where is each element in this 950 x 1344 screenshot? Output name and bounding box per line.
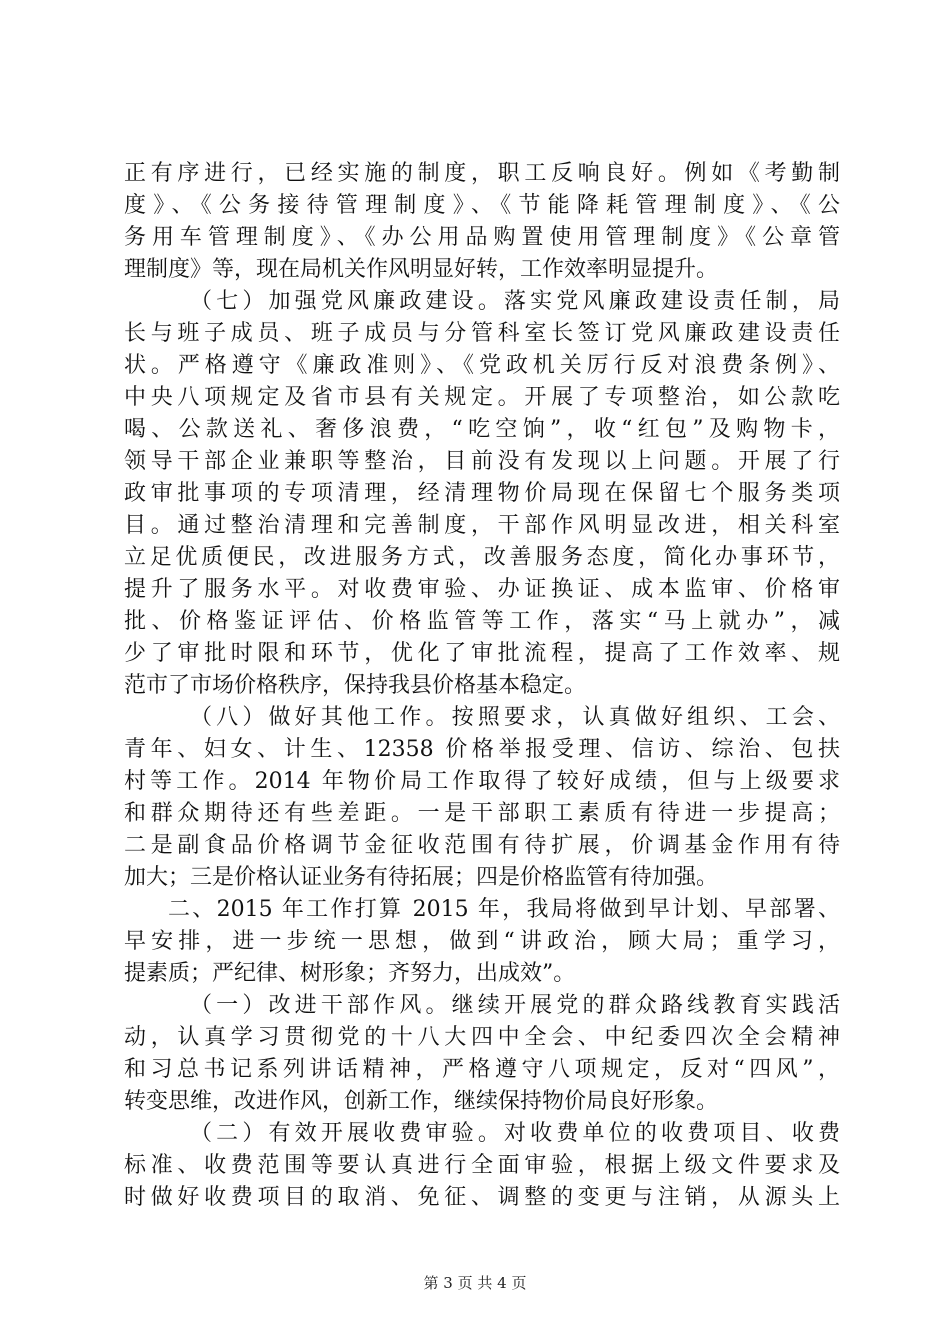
text-line: 领导干部企业兼职等整治，目前没有发现以上问题。开展了行 — [124, 449, 840, 474]
text-line: 范市了市场价格秩序，保持我县价格基本稳定。 — [124, 673, 587, 698]
text-line: 批、价格鉴证评估、价格监管等工作，落实“马上就办”，减 — [124, 609, 840, 634]
text-line: 度》、《公务接待管理制度》、《节能降耗管理制度》、《公 — [124, 193, 840, 218]
text-line: （一）改进干部作风。继续开展党的群众路线教育实践活 — [190, 993, 840, 1018]
text-line: 村等工作。2014 年物价局工作取得了较好成绩，但与上级要求 — [124, 769, 840, 794]
text-line: 喝、公款送礼、奢侈浪费，“吃空饷”，收“红包”及购物卡， — [124, 417, 840, 442]
text-line: 提素质；严纪律、树形象；齐努力，出成效”。 — [124, 961, 576, 986]
text-line: 政审批事项的专项清理，经清理物价局现在保留七个服务类项 — [124, 481, 840, 506]
text-line: 时做好收费项目的取消、免征、调整的变更与注销，从源头上 — [124, 1185, 840, 1210]
text-line: 和群众期待还有些差距。一是干部职工素质有待进一步提高； — [124, 801, 840, 826]
text-line: 立足优质便民，改进服务方式，改善服务态度，简化办事环节， — [124, 545, 840, 570]
text-line: 早安排，进一步统一思想，做到“讲政治，顾大局；重学习， — [124, 929, 840, 954]
text-line: 青年、妇女、计生、12358 价格举报受理、信访、综治、包扶 — [124, 737, 840, 762]
text-line: 正有序进行，已经实施的制度，职工反响良好。例如《考勤制 — [124, 161, 840, 186]
text-line: 转变思维，改进作风，创新工作，继续保持物价局良好形象。 — [124, 1089, 719, 1114]
text-line: （七）加强党风廉政建设。落实党风廉政建设责任制，局 — [190, 289, 840, 314]
text-line: 加大；三是价格认证业务有待拓展；四是价格监管有待加强。 — [124, 865, 719, 890]
text-line: 二是副食品价格调节金征收范围有待扩展，价调基金作用有待 — [124, 833, 840, 858]
text-line: 和习总书记系列讲话精神，严格遵守八项规定，反对“四风”， — [124, 1057, 840, 1082]
text-line: 目。通过整治清理和完善制度，干部作风明显改进，相关科室 — [124, 513, 840, 538]
text-line: 动，认真学习贯彻党的十八大四中全会、中纪委四次全会精神 — [124, 1025, 840, 1050]
page-footer: 第 3 页 共 4 页 — [423, 1274, 527, 1292]
text-line: （八）做好其他工作。按照要求，认真做好组织、工会、 — [190, 705, 840, 730]
text-line: 务用车管理制度》、《办公用品购置使用管理制度》《公章管 — [124, 225, 840, 250]
text-line: 提升了服务水平。对收费审验、办证换证、成本监审、价格审 — [124, 577, 840, 602]
text-line: 少了审批时限和环节，优化了审批流程，提高了工作效率、规 — [124, 641, 840, 666]
text-line: 理制度》等，现在局机关作风明显好转，工作效率明显提升。 — [124, 257, 719, 282]
text-line: 长与班子成员、班子成员与分管科室长签订党风廉政建设责任 — [124, 321, 840, 346]
text-line: 状。严格遵守《廉政准则》、《党政机关厉行反对浪费条例》、 — [124, 353, 840, 378]
text-line: 标准、收费范围等要认真进行全面审验，根据上级文件要求及 — [124, 1153, 840, 1178]
text-line: （二）有效开展收费审验。对收费单位的收费项目、收费 — [190, 1121, 840, 1146]
text-line: 二、2015 年工作打算 2015 年，我局将做到早计划、早部署、 — [168, 897, 840, 922]
text-line: 中央八项规定及省市县有关规定。开展了专项整治，如公款吃 — [124, 385, 840, 410]
document-body — [124, 158, 840, 1214]
